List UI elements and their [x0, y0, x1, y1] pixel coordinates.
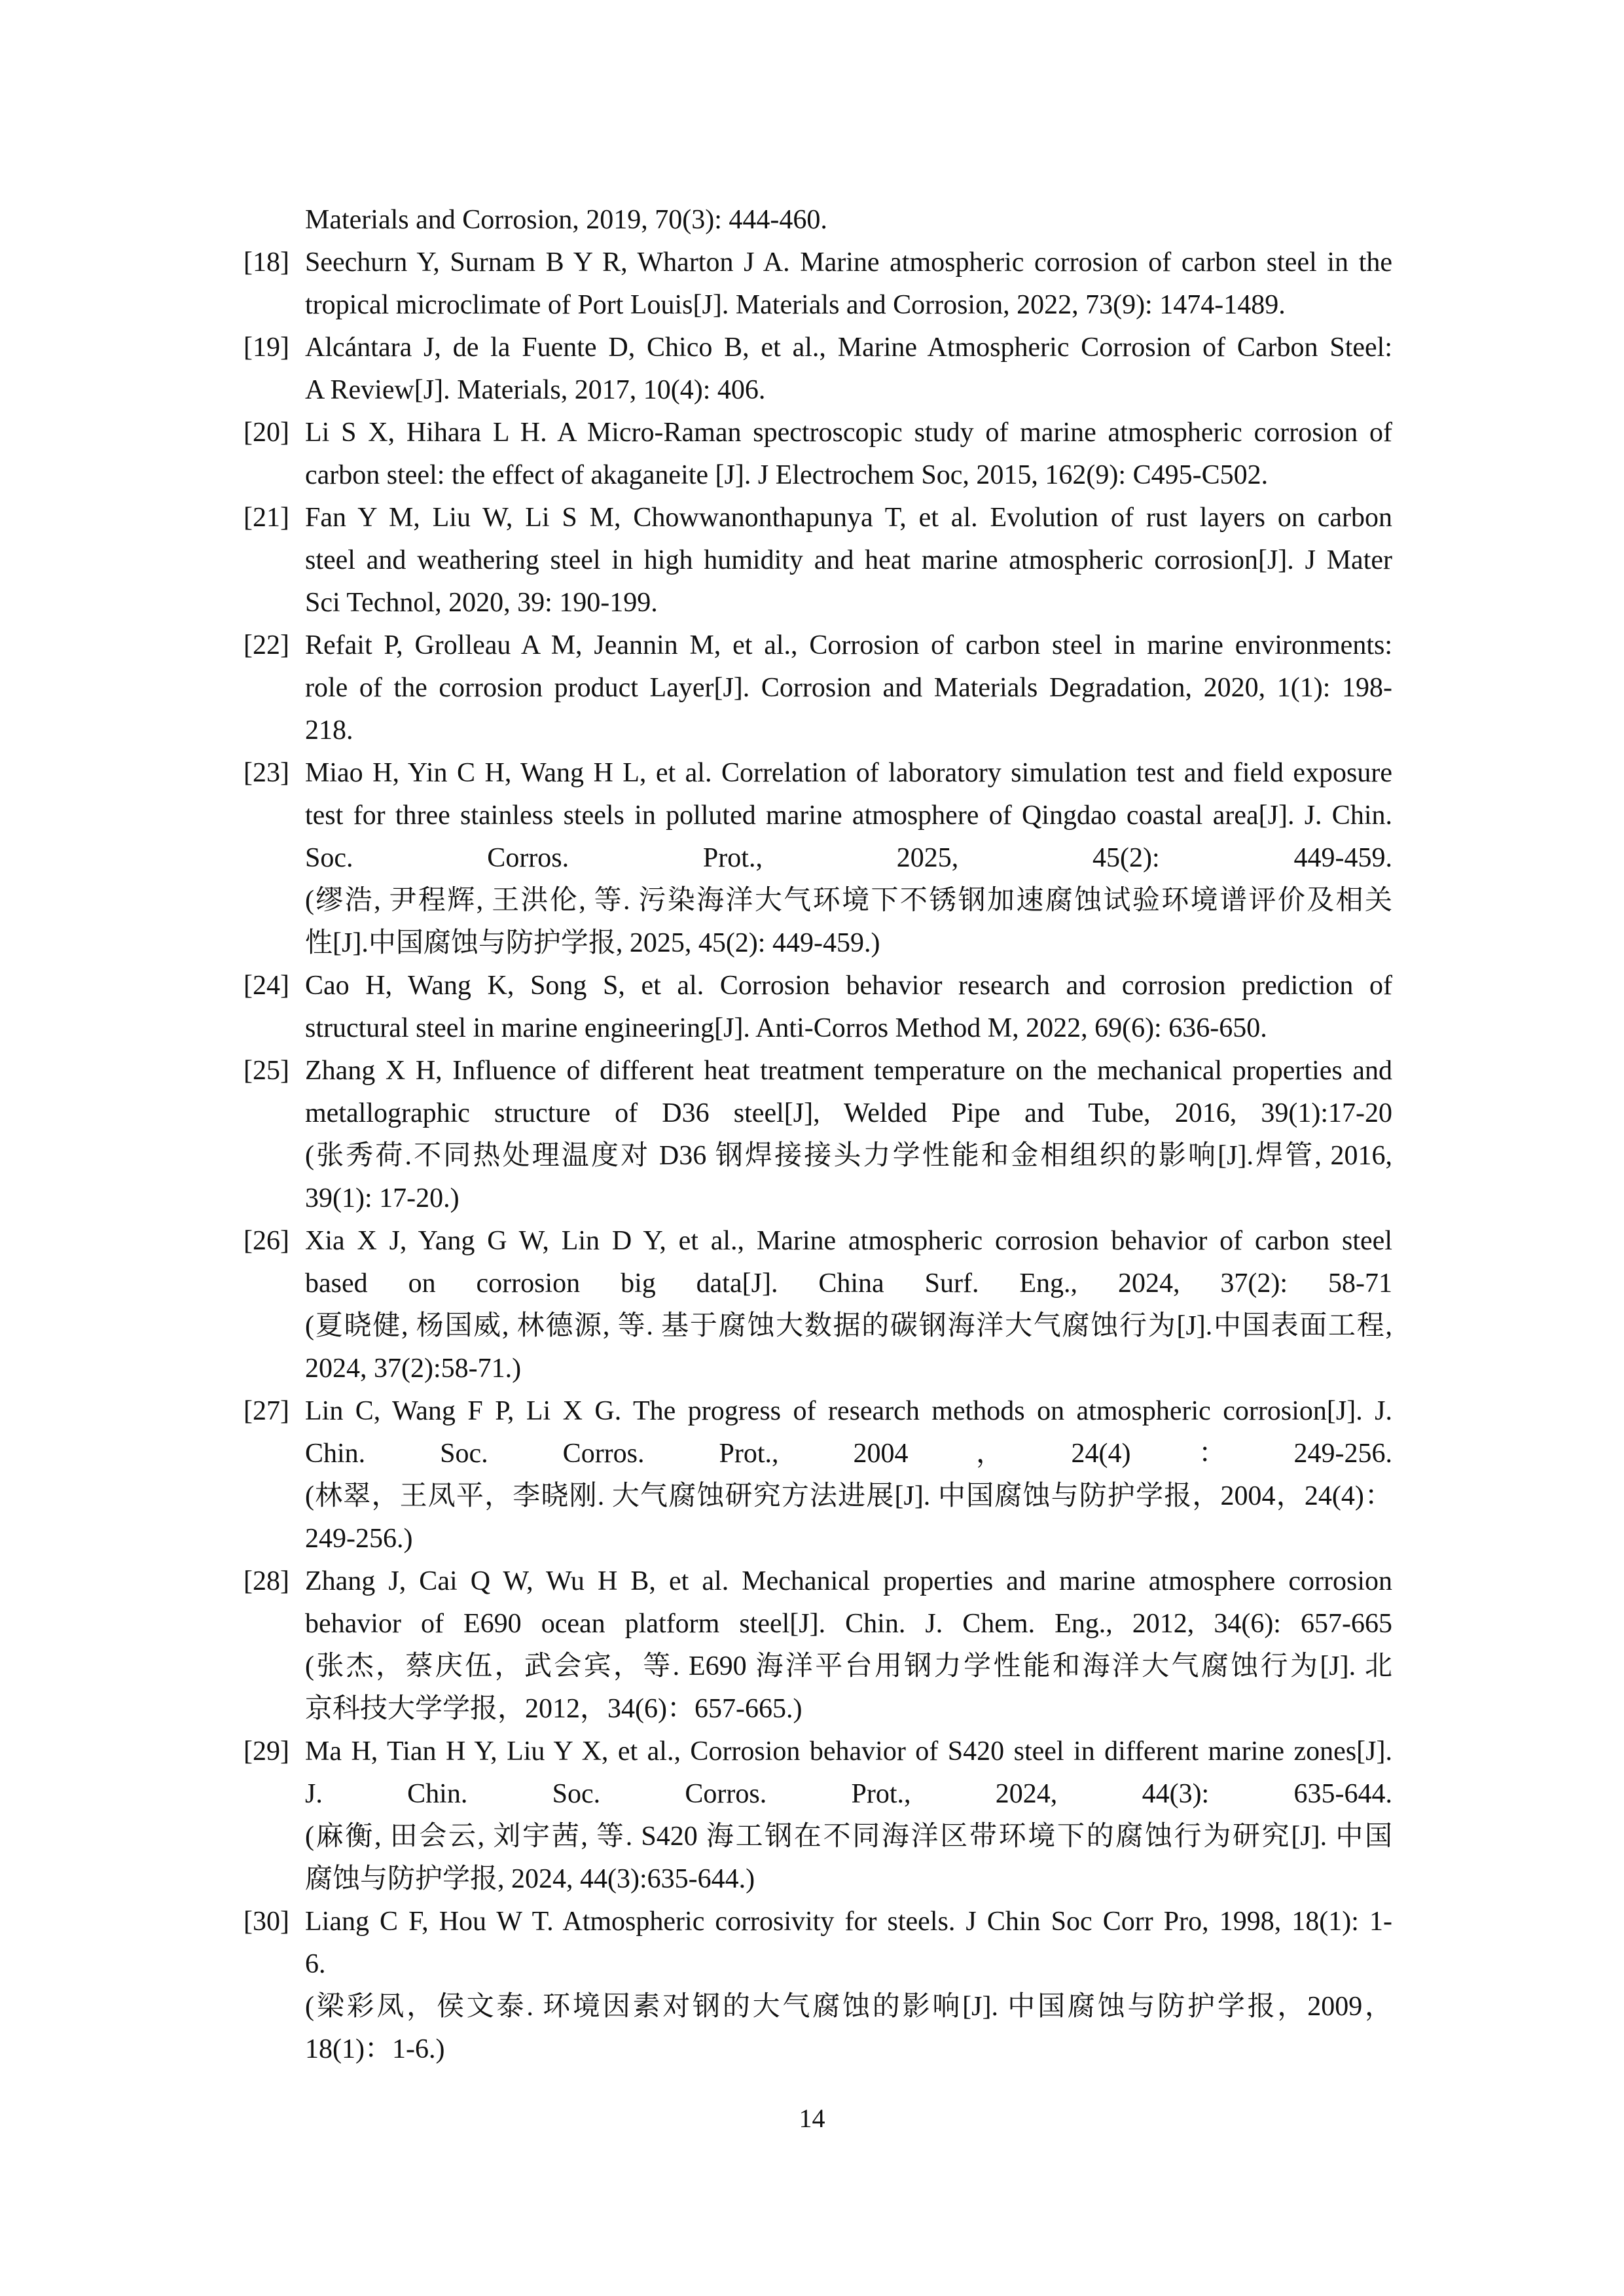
reference-entries [244, 242, 1392, 2071]
reference-line: Soc. Corros. Prot., 2025, 45(2): 449-459. [305, 843, 1392, 873]
reference-entry [244, 1050, 1392, 1220]
reference-entry [244, 1901, 1392, 2071]
reference-number: [26] [244, 1226, 289, 1256]
page-number: 14 [799, 2104, 825, 2133]
reference-number: [18] [244, 247, 289, 278]
reference-text [305, 327, 1392, 412]
reference-line: Xia X J, Yang G W, Lin D Y, et al., Marine atmospheric corrosion behavior of carbon steel [305, 1226, 1392, 1256]
reference-line: Li S X, Hihara L H. A Micro-Raman spectroscopic study of marine atmospheric corrosion of [305, 418, 1392, 448]
reference-text [305, 1050, 1392, 1220]
reference-number: [25] [244, 1056, 289, 1086]
reference-number: [21] [244, 503, 289, 533]
reference-line: Liang C F, Hou W T. Atmospheric corrosivity for steels. J Chin Soc Corr Pro, 1998, 18(1): 1- [305, 1907, 1392, 1937]
reference-text [305, 752, 1392, 965]
reference-entry [244, 624, 1392, 752]
reference-line: role of the corrosion product Layer[J]. Corrosion and Materials Degradation, 2020, 1(1): 198- [305, 673, 1392, 703]
reference-text [305, 1220, 1392, 1390]
reference-line: A Review[J]. Materials, 2017, 10(4): 406. [305, 375, 766, 405]
reference-line: Seechurn Y, Surnam B Y R, Wharton J A. Marine atmospheric corrosion of carbon steel in the [305, 247, 1392, 278]
reference-line: Zhang X H, Influence of different heat treatment temperature on the mechanical properties and [305, 1056, 1392, 1086]
reference-line: 218. [305, 715, 353, 745]
reference-text [305, 497, 1392, 624]
reference-line: Miao H, Yin C H, Wang H L, et al. Correlation of laboratory simulation test and field exposure [305, 758, 1392, 788]
reference-text [305, 242, 1392, 327]
reference-text [305, 1390, 1392, 1560]
reference-line: Sci Technol, 2020, 39: 190-199. [305, 588, 658, 618]
reference-number: [22] [244, 630, 289, 660]
reference-line: 18(1)：1-6.) [305, 2034, 445, 2064]
reference-line: Alcántara J, de la Fuente D, Chico B, et al., Marine Atmospheric Corrosion of Carbon Steel: [305, 332, 1392, 363]
reference-entry [244, 1560, 1392, 1731]
reference-list [244, 199, 1392, 2071]
reference-line: based on corrosion big data[J]. China Surf. Eng., 2024, 37(2): 58-71 [305, 1268, 1392, 1299]
reference-line: 腐蚀与防护学报, 2024, 44(3):635-644.) [305, 1864, 755, 1894]
reference-line: 性[J].中国腐蚀与防护学报, 2025, 45(2): 449-459.) [305, 928, 880, 958]
reference-line: (张杰，蔡庆伍，武会宾，等. E690 海洋平台用钢力学性能和海洋大气腐蚀行为[J]. 北 [305, 1651, 1392, 1681]
reference-line: 249-256.) [305, 1524, 413, 1554]
reference-number: [23] [244, 758, 289, 788]
reference-entry [244, 965, 1392, 1050]
reference-text [305, 1560, 1392, 1731]
reference-entry [244, 1390, 1392, 1560]
reference-line: behavior of E690 ocean platform steel[J]. Chin. J. Chem. Eng., 2012, 34(6): 657-665 [305, 1609, 1392, 1639]
reference-entry [244, 412, 1392, 497]
reference-line: tropical microclimate of Port Louis[J]. Materials and Corrosion, 2022, 73(9): 1474-1489. [305, 290, 1286, 320]
reference-line: 京科技大学学报，2012，34(6)：657-665.) [305, 1694, 803, 1724]
reference-number: [27] [244, 1396, 289, 1426]
reference-text [305, 1901, 1392, 2071]
reference-text [305, 624, 1392, 752]
reference-line: Ma H, Tian H Y, Liu Y X, et al., Corrosion behavior of S420 steel in different marine zones[J]. [305, 1736, 1392, 1767]
reference-text [305, 1731, 1392, 1901]
reference-line: test for three stainless steels in polluted marine atmosphere of Qingdao coastal area[J]. J. Chin. [305, 800, 1392, 831]
reference-line: 39(1): 17-20.) [305, 1183, 460, 1213]
reference-number: [19] [244, 332, 289, 363]
reference-line: (麻衡, 田会云, 刘宇茜, 等. S420 海工钢在不同海洋区带环境下的腐蚀行为研究[J]. 中国 [305, 1821, 1392, 1852]
reference-line: Zhang J, Cai Q W, Wu H B, et al. Mechanical properties and marine atmosphere corrosion [305, 1566, 1392, 1596]
reference-line: Lin C, Wang F P, Li X G. The progress of research methods on atmospheric corrosion[J]. J. [305, 1396, 1392, 1426]
reference-number: [29] [244, 1736, 289, 1767]
reference-line: steel and weathering steel in high humidity and heat marine atmospheric corrosion[J]. J Mater [305, 545, 1392, 575]
reference-line: (缪浩, 尹程辉, 王洪伦, 等. 污染海洋大气环境下不锈钢加速腐蚀试验环境谱评价及相关 [305, 886, 1392, 916]
reference-text [305, 412, 1392, 497]
reference-entry [244, 497, 1392, 624]
reference-entry [244, 1220, 1392, 1390]
reference-line: 6. [305, 1949, 326, 1979]
reference-line: (张秀荷.不同热处理温度对 D36 钢焊接接头力学性能和金相组织的影响[J].焊管, 2016, [305, 1141, 1392, 1171]
reference-number: [28] [244, 1566, 289, 1596]
reference-text [305, 965, 1392, 1050]
reference-entry [244, 752, 1392, 965]
reference-continuation: Materials and Corrosion, 2019, 70(3): 444-460. [305, 205, 827, 235]
reference-line: J. Chin. Soc. Corros. Prot., 2024, 44(3): 635-644. [305, 1779, 1392, 1809]
reference-line: (梁彩凤，侯文泰. 环境因素对钢的大气腐蚀的影响[J]. 中国腐蚀与防护学报，2009， [305, 1992, 1392, 2022]
reference-number: [20] [244, 418, 289, 448]
reference-line: Chin. Soc. Corros. Prot., 2004，24(4)：249-256. [305, 1439, 1392, 1469]
reference-line: metallographic structure of D36 steel[J], Welded Pipe and Tube, 2016, 39(1):17-20 [305, 1098, 1392, 1128]
reference-line: Cao H, Wang K, Song S, et al. Corrosion behavior research and corrosion prediction of [305, 971, 1392, 1001]
reference-entry [244, 242, 1392, 327]
reference-number: [24] [244, 971, 289, 1001]
reference-line: (林翠，王凤平，李晓刚. 大气腐蚀研究方法进展[J]. 中国腐蚀与防护学报，2004，24(4)： [305, 1481, 1392, 1511]
reference-entry [244, 327, 1392, 412]
reference-line: carbon steel: the effect of akaganeite [J]. J Electrochem Soc, 2015, 162(9): C495-C502. [305, 460, 1269, 490]
reference-line: 2024, 37(2):58-71.) [305, 1354, 522, 1384]
reference-line: Fan Y M, Liu W, Li S M, Chowwanonthapunya T, et al. Evolution of rust layers on carbon [305, 503, 1392, 533]
reference-line: (夏晓健, 杨国威, 林德源, 等. 基于腐蚀大数据的碳钢海洋大气腐蚀行为[J].中国表面工程, [305, 1311, 1392, 1341]
reference-line: structural steel in marine engineering[J]. Anti-Corros Method M, 2022, 69(6): 636-650. [305, 1013, 1267, 1043]
reference-entry [244, 1731, 1392, 1901]
reference-number: [30] [244, 1907, 289, 1937]
reference-line: Refait P, Grolleau A M, Jeannin M, et al., Corrosion of carbon steel in marine environments: [305, 630, 1392, 660]
